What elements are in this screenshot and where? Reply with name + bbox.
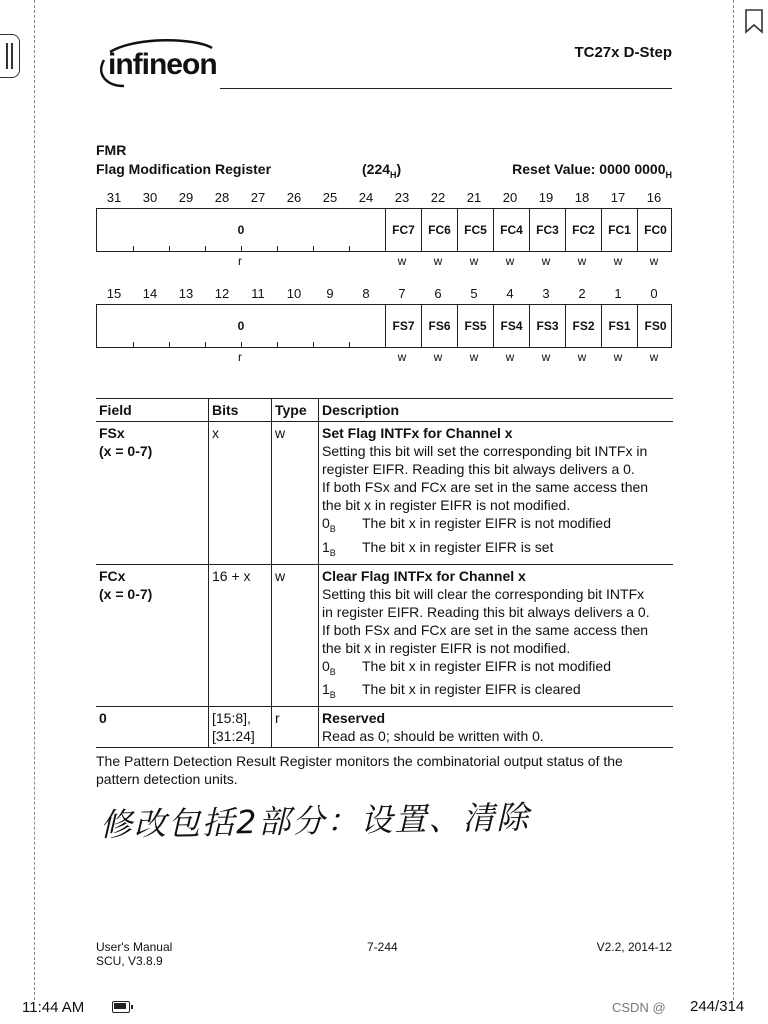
status-time: 11:44 AM xyxy=(22,999,85,1016)
field-fs6: FS6 xyxy=(421,305,457,347)
bit-number: 7 xyxy=(398,286,406,301)
register-short-name: FMR xyxy=(96,142,127,158)
table-row xyxy=(96,564,673,707)
access-type: w xyxy=(397,350,407,364)
enc-value: 1 xyxy=(322,681,330,698)
enc-sub: B xyxy=(329,523,336,534)
logo-text: infineon xyxy=(108,48,217,81)
bit-number: 18 xyxy=(574,190,590,205)
handwritten-note: 修改包括2部分：设置、清除 xyxy=(99,798,531,844)
bookmark-button[interactable] xyxy=(744,8,764,34)
offset-sub: H xyxy=(390,169,397,180)
bit-number: 26 xyxy=(286,190,302,205)
access-type: w xyxy=(469,350,479,364)
reset-sub: H xyxy=(665,169,672,180)
field-type: r xyxy=(272,707,319,748)
bit-number: 19 xyxy=(538,190,554,205)
field-type: w xyxy=(272,422,319,565)
bit-number: 21 xyxy=(466,190,482,205)
field-fc3: FC3 xyxy=(529,209,565,251)
field-fs3: FS3 xyxy=(529,305,565,347)
upper-access-row xyxy=(96,254,672,268)
field-title: Clear Flag INTFx for Channel x xyxy=(322,567,526,584)
field-fc1: FC1 xyxy=(601,209,637,251)
field-fc2: FC2 xyxy=(565,209,601,251)
bit-number: 6 xyxy=(434,286,442,301)
access-type: w xyxy=(613,254,623,268)
lower-register-box xyxy=(96,304,672,348)
desc-line: Setting this bit will clear the corresponding bit INTFx xyxy=(322,585,645,602)
enc-sub: B xyxy=(329,690,336,701)
field-fs7: FS7 xyxy=(385,305,421,347)
footer-manual: User's Manual xyxy=(96,940,173,954)
field-fs0: FS0 xyxy=(637,305,673,347)
bit-number: 16 xyxy=(646,190,662,205)
enc-text: The bit x in register EIFR is cleared xyxy=(362,681,581,698)
field-bits: [15:8], xyxy=(212,710,251,727)
bit-number: 30 xyxy=(142,190,158,205)
offset-close: ) xyxy=(396,161,402,177)
header-description: Description xyxy=(319,399,674,422)
access-type: w xyxy=(541,254,551,268)
doc-title: TC27x D-Step xyxy=(574,44,672,61)
lower-reserved-field: 0 xyxy=(237,319,245,333)
desc-line: the bit x in register EIFR is not modified. xyxy=(322,497,571,513)
header-type: Type xyxy=(272,399,319,422)
access-type: w xyxy=(613,350,623,364)
bit-number: 23 xyxy=(394,190,410,205)
bit-number: 14 xyxy=(142,286,158,301)
bit-number: 25 xyxy=(322,190,338,205)
encoding-row xyxy=(322,538,670,562)
encoding-row xyxy=(322,514,670,538)
desc-line: If both FSx and FCx are set in the same access then xyxy=(322,479,649,495)
access-type: r xyxy=(238,350,242,364)
reset-label: Reset Value: 0000 0000 xyxy=(512,161,666,177)
bit-number: 2 xyxy=(578,286,586,301)
bit-number: 9 xyxy=(326,286,334,301)
desc-line: register EIFR. Reading this bit always delivers a 0. xyxy=(322,461,635,477)
access-type: w xyxy=(433,254,443,268)
access-type: w xyxy=(433,350,443,364)
field-range: (x = 0-7) xyxy=(99,443,153,459)
access-type: w xyxy=(469,254,479,268)
enc-value: 0 xyxy=(322,515,330,531)
field-fs2: FS2 xyxy=(565,305,601,347)
access-type: w xyxy=(577,254,587,268)
bit-number: 11 xyxy=(251,286,265,301)
enc-text: The bit x in register EIFR is not modified xyxy=(362,515,611,531)
offset-value: (224 xyxy=(362,161,391,177)
bit-number: 24 xyxy=(358,190,374,205)
body-line: pattern detection units. xyxy=(96,771,238,787)
bit-number: 15 xyxy=(106,286,122,301)
desc-line: in register EIFR. Reading this bit always delivers a 0. xyxy=(322,603,650,620)
field-name: FSx xyxy=(99,425,125,441)
lower-bit-numbers xyxy=(96,286,672,302)
bit-number: 0 xyxy=(650,286,658,301)
field-fs1: FS1 xyxy=(601,305,637,347)
enc-text: The bit x in register EIFR is set xyxy=(362,538,554,555)
body-line: The Pattern Detection Result Register monitors the combinatorial output status of the xyxy=(96,753,623,769)
field-range: (x = 0-7) xyxy=(99,585,153,602)
upper-register-box xyxy=(96,208,672,252)
bit-number: 17 xyxy=(610,190,626,205)
table-header-row xyxy=(96,399,673,422)
bit-number: 5 xyxy=(470,286,478,301)
bookmark-icon xyxy=(744,8,764,34)
bit-number: 10 xyxy=(286,286,302,301)
reset-value xyxy=(512,161,672,180)
field-fc5: FC5 xyxy=(457,209,493,251)
enc-value: 1 xyxy=(322,538,330,555)
field-name: FCx xyxy=(99,567,126,584)
sidebar-handle-icon xyxy=(6,43,8,69)
field-title: Set Flag INTFx for Channel x xyxy=(322,425,513,441)
register-long-name: Flag Modification Register xyxy=(96,161,272,177)
field-bits-2: [31:24] xyxy=(212,728,255,745)
field-name: 0 xyxy=(99,710,107,727)
access-type: w xyxy=(505,254,515,268)
field-fc6: FC6 xyxy=(421,209,457,251)
body-paragraph xyxy=(96,752,676,788)
enc-sub: B xyxy=(329,666,336,677)
field-fc7: FC7 xyxy=(385,209,421,251)
field-bits: x xyxy=(209,422,272,565)
header-field: Field xyxy=(96,399,209,422)
upper-reserved-field: 0 xyxy=(237,223,245,237)
desc-line: If both FSx and FCx are set in the same access then xyxy=(322,621,649,638)
footer-revision: V2.2, 2014-12 xyxy=(596,940,672,954)
enc-value: 0 xyxy=(322,657,330,674)
access-type: r xyxy=(238,254,242,268)
field-title: Reserved xyxy=(322,710,386,727)
access-type: w xyxy=(397,254,407,268)
page-counter: 244/314 xyxy=(690,998,745,1015)
register-offset xyxy=(362,161,401,180)
bit-number: 27 xyxy=(250,190,266,205)
field-fc0: FC0 xyxy=(637,209,673,251)
table-row xyxy=(96,422,673,565)
access-type: w xyxy=(649,350,659,364)
bit-number: 31 xyxy=(106,190,122,205)
bit-number: 1 xyxy=(614,286,622,301)
header-rule xyxy=(220,88,672,89)
access-type: w xyxy=(505,350,515,364)
desc-line: Read as 0; should be written with 0. xyxy=(322,728,544,745)
field-fs5: FS5 xyxy=(457,305,493,347)
enc-text: The bit x in register EIFR is not modified xyxy=(362,657,611,674)
field-description-table xyxy=(96,398,673,748)
sidebar-toggle-button[interactable] xyxy=(0,34,20,78)
header-bits: Bits xyxy=(209,399,272,422)
battery-icon xyxy=(112,1001,130,1013)
bit-number: 28 xyxy=(214,190,230,205)
infineon-logo xyxy=(96,38,220,90)
access-type: w xyxy=(541,350,551,364)
field-bits: 16 + x xyxy=(209,564,272,707)
footer-version: SCU, V3.8.9 xyxy=(96,954,163,968)
field-fc4: FC4 xyxy=(493,209,529,251)
bit-number: 13 xyxy=(178,286,194,301)
right-margin-guide xyxy=(733,0,734,1000)
bit-number: 3 xyxy=(542,286,550,301)
left-margin-guide xyxy=(34,0,35,1000)
field-type: w xyxy=(272,564,319,707)
upper-bit-numbers xyxy=(96,190,672,206)
bit-number: 4 xyxy=(506,286,514,301)
encoding-row xyxy=(322,680,670,704)
lower-access-row xyxy=(96,350,672,364)
access-type: w xyxy=(649,254,659,268)
bit-number: 20 xyxy=(502,190,518,205)
encoding-row xyxy=(322,657,670,681)
csdn-watermark: CSDN @ xyxy=(612,1000,666,1015)
bit-number: 12 xyxy=(214,286,230,301)
bit-number: 29 xyxy=(178,190,194,205)
enc-sub: B xyxy=(329,547,336,558)
field-fs4: FS4 xyxy=(493,305,529,347)
bit-number: 22 xyxy=(430,190,446,205)
desc-line: Setting this bit will set the corresponding bit INTFx in xyxy=(322,443,648,459)
desc-line: the bit x in register EIFR is not modified. xyxy=(322,639,571,656)
footer-page-number: 7-244 xyxy=(367,940,398,954)
bit-number: 8 xyxy=(362,286,370,301)
access-type: w xyxy=(577,350,587,364)
table-row xyxy=(96,707,673,748)
